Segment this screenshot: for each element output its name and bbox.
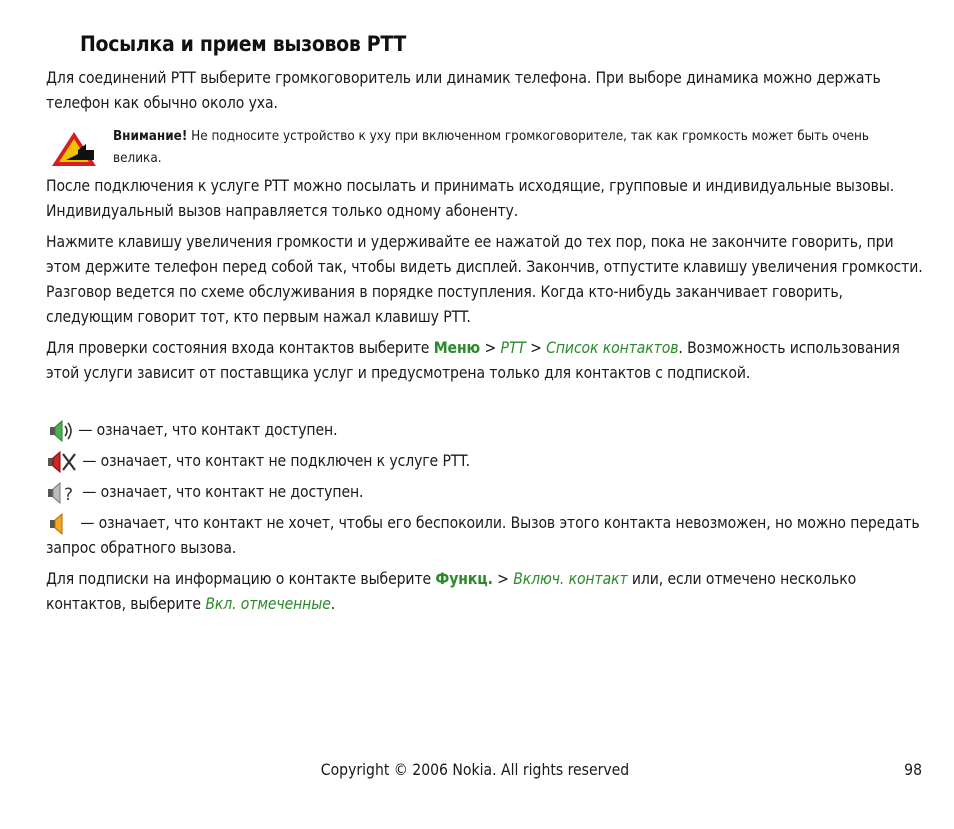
- menu-link: Меню: [433, 339, 481, 357]
- include-marked-option: Вкл. отмеченные: [205, 595, 331, 613]
- warning-body: Не подносите устройство к уху при включенном громкоговорителе, так как громкость может быть очень велика.: [113, 129, 870, 166]
- icon-line-not-connected: — означает, что контакт не подключен к услуге PTT.: [46, 449, 926, 474]
- ptt-option: PTT: [500, 339, 526, 357]
- warning-text: [113, 126, 883, 170]
- page-title: Посылка и прием вызовов PTT: [80, 32, 406, 56]
- intro-paragraph: Для соединений PTT выберите громкоговоритель или динамик телефона. При выборе динамика можно держать телефон как обычно около уха.: [46, 69, 881, 112]
- svg-text:?: ?: [64, 484, 73, 505]
- subscribe-paragraph: Для подписки на информацию о контакте выберите Функц. > Включ. контакт или, если отмечено несколько контактов, выберите Вкл. отмеченные.: [46, 570, 857, 613]
- include-contact-option: Включ. контакт: [513, 570, 628, 588]
- warning-icon: [50, 130, 102, 168]
- speaker-do-not-disturb-icon: [46, 512, 76, 536]
- icon-line-available: — означает, что контакт доступен.: [46, 418, 926, 443]
- functions-link: Функц.: [435, 570, 493, 588]
- speaker-available-icon: [46, 419, 74, 443]
- contacts-list-option: Список контактов: [546, 339, 679, 357]
- page-number: 98: [904, 761, 922, 779]
- speaker-unavailable-icon: [46, 481, 78, 505]
- talk-paragraph: Нажмите клавишу увеличения громкости и удерживайте ее нажатой до тех пор, пока не закончите говорить, при этом держите телефон перед собой так, чтобы видеть дисплей. Закончив, отпустите клавишу увеличения громкости. Разговор ведется по схеме обслуживания в порядке поступления. Когда кто-нибудь заканчивает говорить, следующим говорит тот, кто первым нажал клавишу PTT.: [46, 233, 923, 326]
- calls-paragraph: После подключения к услуге PTT можно посылать и принимать исходящие, групповые и индивидуальные вызовы. Индивидуальный вызов направляется только одному абоненту.: [46, 177, 895, 220]
- icon-line-do-not-disturb: — означает, что контакт не хочет, чтобы его беспокоили. Вызов этого контакта невозможен, но можно передать запрос обратного вызова.: [46, 511, 926, 561]
- warning-label: Внимание!: [113, 129, 188, 144]
- status-paragraph: Для проверки состояния входа контактов выберите Меню > PTT > Список контактов. Возможность использования этой услуги зависит от поставщика услуг и предусмотрена только для контактов с подпиской.: [46, 339, 900, 382]
- icon-line-unavailable: ? — означает, что контакт не доступен.: [46, 480, 926, 505]
- warning-note: [50, 126, 880, 170]
- footer-copyright: Copyright © 2006 Nokia. All rights reserved: [320, 761, 630, 779]
- speaker-not-connected-icon: [46, 450, 78, 474]
